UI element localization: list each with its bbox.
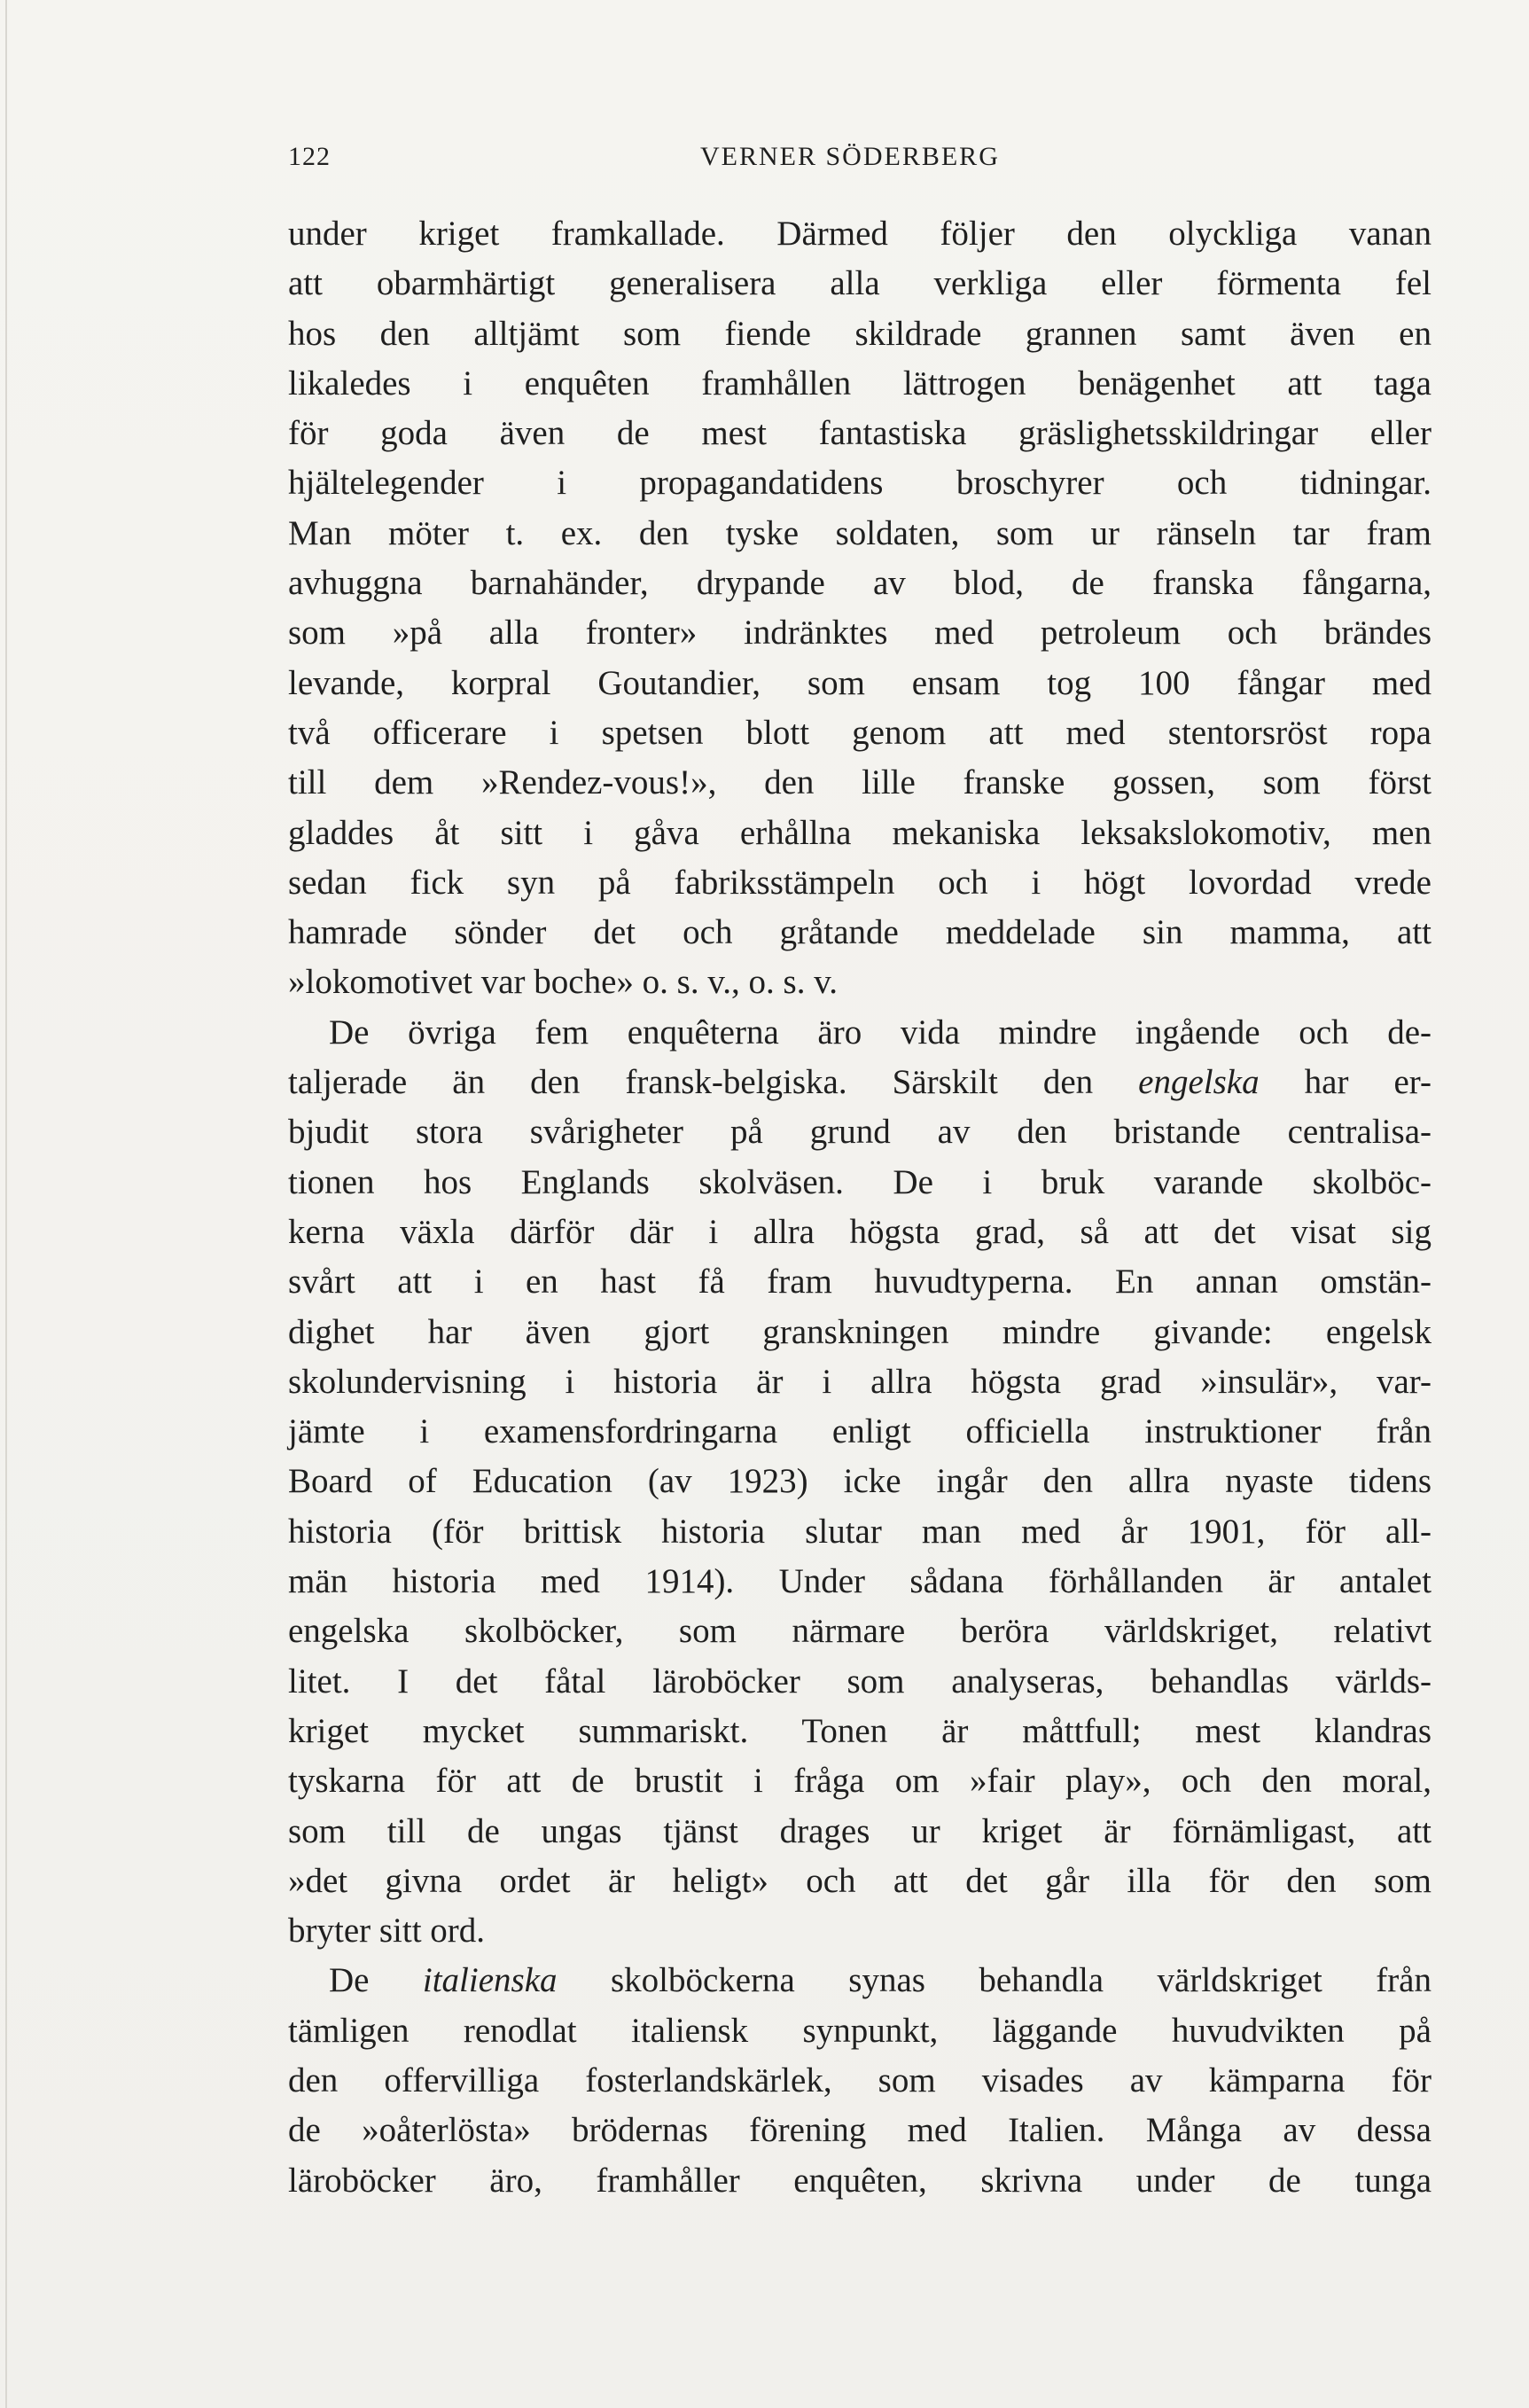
text-line: för goda även de mest fantastiska gräslighetsskildringar eller	[288, 414, 1431, 453]
text-line: De övriga fem enquêterna äro vida mindre ingående och de-	[329, 1012, 1431, 1052]
text-line: kerna växla därför där i allra högsta grad, så att det visat sig	[288, 1212, 1431, 1251]
text-line	[288, 1956, 1431, 2005]
text-line: engelska skolböcker, som närmare beröra världskriget, relativt	[288, 1612, 1431, 1651]
text-segment: skolböckerna synas behandla världskriget från	[610, 1961, 1431, 2000]
text-line: Man möter t. ex. den tyske soldaten, som ur ränseln tar fram	[288, 513, 1431, 552]
text-line: bryter sitt ord.	[288, 1912, 486, 1951]
text-line: män historia med 1914). Under sådana förhållanden är antalet	[288, 1562, 1431, 1601]
text-line: litet. I det fåtal läroböcker som analyseras, behandlas världs-	[288, 1661, 1431, 1700]
page-header	[288, 142, 1431, 186]
text-segment: har er-	[1304, 1063, 1431, 1102]
text-line: avhuggna barnahänder, drypande av blod, de franska fångarna,	[288, 564, 1431, 603]
page-number: 122	[288, 142, 331, 171]
body-text	[288, 209, 1431, 2206]
text-line: att obarmhärtigt generalisera alla verkliga eller förmenta fel	[288, 264, 1431, 303]
italic-word: italienska	[422, 1961, 558, 2000]
text-line: som »på alla fronter» indränktes med petroleum och brändes	[288, 614, 1431, 653]
text-line: »det givna ordet är heligt» och att det går illa för den som	[288, 1861, 1431, 1900]
text-line: tyskarna för att de brustit i fråga om »fair play», och den moral,	[288, 1762, 1431, 1801]
text-line: likaledes i enquêten framhållen lättrogen benägenhet att taga	[288, 364, 1431, 403]
text-line: bjudit stora svårigheter på grund av den bristande centralisa-	[288, 1113, 1431, 1152]
text-line: levande, korpral Goutandier, som ensam tog 100 fångar med	[288, 663, 1431, 702]
text-line: skolundervisning i historia är i allra högsta grad »insulär», var-	[288, 1362, 1431, 1401]
text-line: den offervilliga fosterlandskärlek, som visades av kämparna för	[288, 2060, 1431, 2099]
text-line: till dem »Rendez-vous!», den lille franske gossen, som först	[288, 763, 1431, 802]
text-line: hamrade sönder det och gråtande meddelade sin mamma, att	[288, 913, 1431, 952]
text-line: under kriget framkallade. Därmed följer den olyckliga vanan	[288, 215, 1431, 253]
text-line: de »oåterlösta» brödernas förening med Italien. Många av dessa	[288, 2111, 1431, 2150]
text-line: historia (för brittisk historia slutar man med år 1901, för all-	[288, 1512, 1431, 1551]
running-head: VERNER SÖDERBERG	[700, 142, 1000, 171]
text-line: »lokomotivet var boche» o. s. v., o. s. v.	[288, 963, 838, 1002]
italic-word: engelska	[1138, 1063, 1260, 1102]
text-line	[288, 1058, 1431, 1107]
text-segment: De	[329, 1961, 370, 2000]
text-line: jämte i examensfordringarna enligt officiella instruktioner från	[288, 1412, 1431, 1451]
text-line: Board of Education (av 1923) icke ingår den allra nyaste tidens	[288, 1462, 1431, 1501]
text-segment: taljerade än den fransk-belgiska. Särskilt den	[288, 1063, 1094, 1102]
text-line: gladdes åt sitt i gåva erhållna mekaniska leksakslokomotiv, men	[288, 813, 1431, 852]
text-line: läroböcker äro, framhåller enquêten, skrivna under de tunga	[288, 2161, 1431, 2200]
text-line: svårt att i en hast få fram huvudtyperna. En annan omstän-	[288, 1263, 1431, 1302]
text-line: sedan fick syn på fabriksstämpeln och i högt lovordad vrede	[288, 863, 1431, 902]
text-line: tionen hos Englands skolväsen. De i bruk varande skolböc-	[288, 1162, 1431, 1201]
text-line: två officerare i spetsen blott genom att med stentorsröst ropa	[288, 713, 1431, 752]
text-line: hjältelegender i propagandatidens broschyrer och tidningar.	[288, 464, 1431, 503]
text-line: tämligen renodlat italiensk synpunkt, läggande huvudvikten på	[288, 2011, 1431, 2050]
page-edge	[5, 0, 7, 2408]
text-line: kriget mycket summariskt. Tonen är måttfull; mest klandras	[288, 1711, 1431, 1750]
text-line: hos den alltjämt som fiende skildrade grannen samt även en	[288, 314, 1431, 353]
text-line: som till de ungas tjänst drages ur kriget är förnämligast, att	[288, 1811, 1431, 1850]
text-line: dighet har även gjort granskningen mindre givande: engelsk	[288, 1312, 1431, 1351]
